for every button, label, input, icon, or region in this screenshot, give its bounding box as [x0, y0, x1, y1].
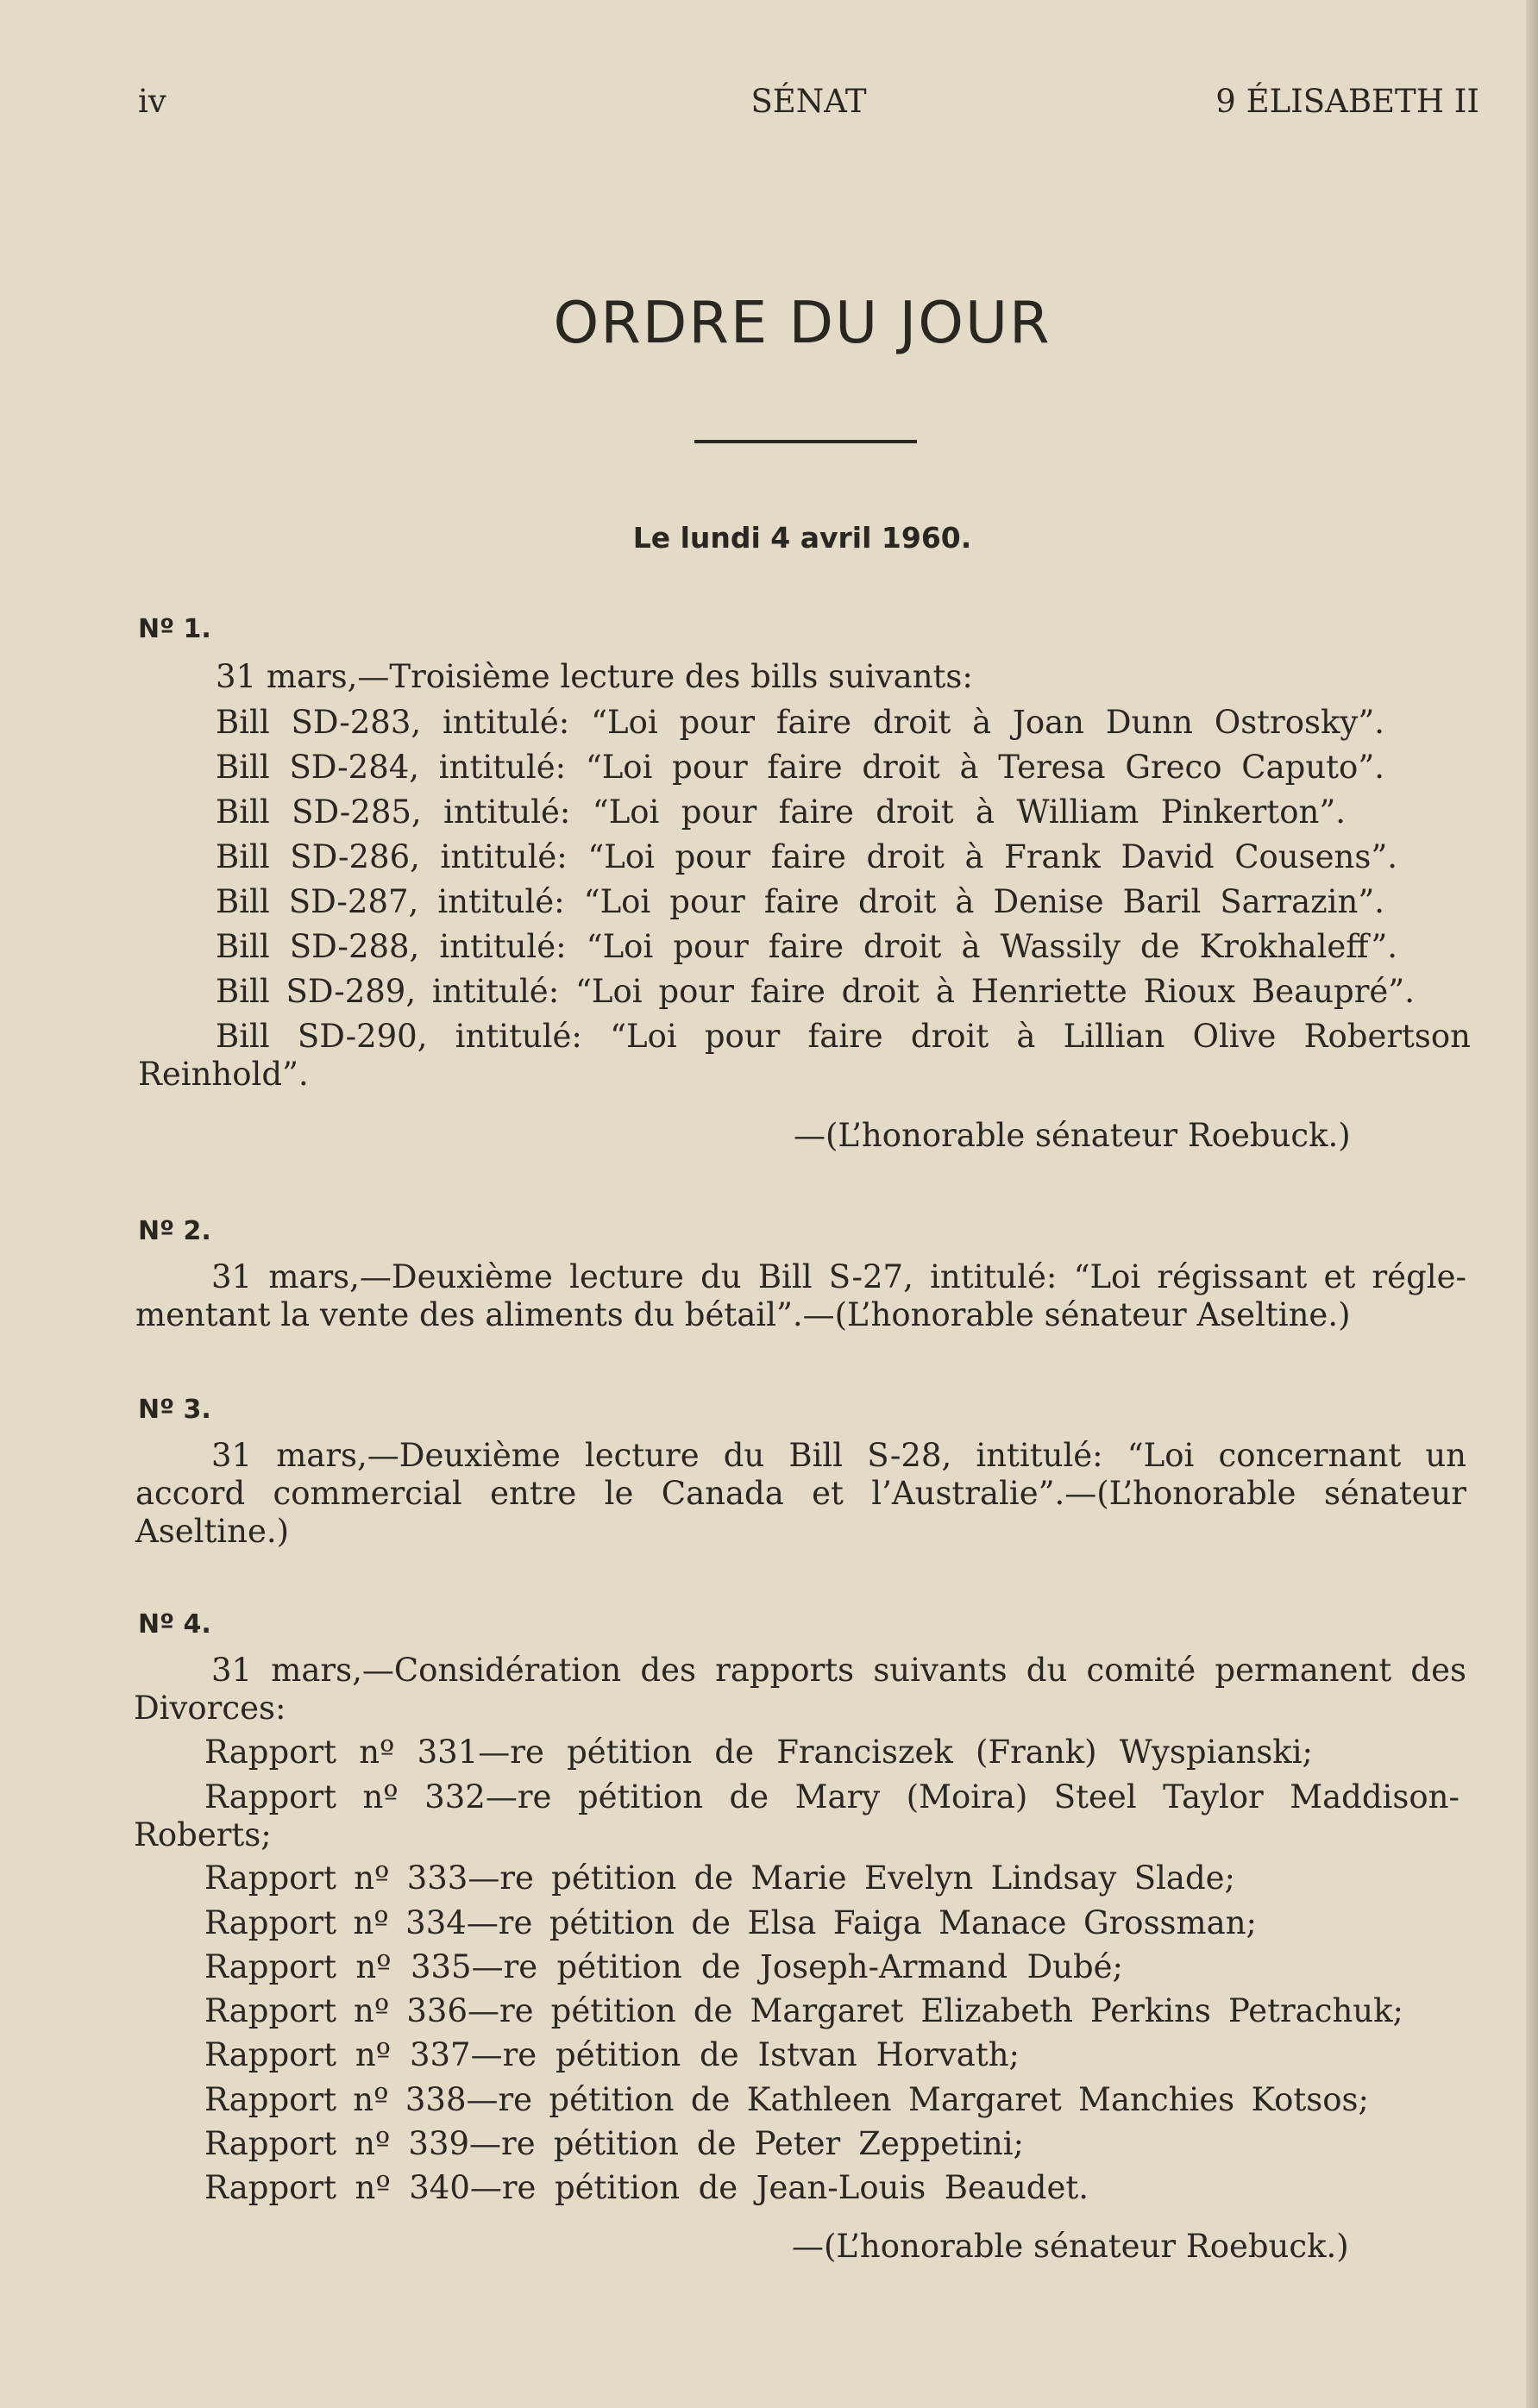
bill-line: Bill SD-290, intitulé: “Loi pour faire droit à Lillian Olive Robertson: [216, 1018, 1471, 1055]
attribution: —(L’honorable sénateur Roebuck.): [792, 2228, 1349, 2265]
bill-line: Bill SD-286, intitulé: “Loi pour faire droit à Frank David Cousens”.: [216, 838, 1397, 875]
bill-line: Bill SD-284, intitulé: “Loi pour faire droit à Teresa Greco Caputo”.: [216, 749, 1384, 786]
bill-line: Bill SD-288, intitulé: “Loi pour faire droit à Wassily de Krokhaleff”.: [216, 928, 1397, 965]
report-line: Rapport nº 339—re pétition de Peter Zeppetini;: [204, 2125, 1024, 2162]
item-number: Nº 2.: [138, 1216, 211, 1246]
item-number: Nº 1.: [138, 614, 211, 644]
header-regnal-year: 9 ÉLISABETH II: [1215, 83, 1479, 120]
bill-line-continuation: Reinhold”.: [138, 1056, 309, 1093]
bill-line: Bill SD-285, intitulé: “Loi pour faire droit à William Pinkerton”.: [216, 793, 1346, 831]
report-line: Rapport nº 332—re pétition de Mary (Moira) Steel Taylor Maddison-: [204, 1778, 1460, 1815]
report-line: Rapport nº 335—re pétition de Joseph-Armand Dubé;: [204, 1948, 1123, 1985]
report-line: Rapport nº 333—re pétition de Marie Evelyn Lindsay Slade;: [204, 1859, 1235, 1897]
page-number: iv: [138, 83, 166, 120]
item-text-line: 31 mars,—Deuxième lecture du Bill S-28, intitulé: “Loi concernant un: [211, 1437, 1466, 1474]
bill-line: Bill SD-287, intitulé: “Loi pour faire droit à Denise Baril Sarrazin”.: [216, 883, 1384, 920]
report-line-continuation: Roberts;: [134, 1816, 272, 1853]
report-line: Rapport nº 331—re pétition de Franciszek (Frank) Wyspianski;: [204, 1734, 1313, 1771]
page-title: ORDRE DU JOUR: [553, 289, 1051, 356]
item-intro: 31 mars,—Troisième lecture des bills suivants:: [216, 658, 973, 695]
item-text-line: mentant la vente des aliments du bétail”.—(L’honorable sénateur Aseltine.): [135, 1296, 1351, 1333]
item-intro: Divorces:: [134, 1690, 286, 1727]
item-number: Nº 3.: [138, 1395, 211, 1425]
item-text-line: accord commercial entre le Canada et l’Australie”.—(L’honorable sénateur: [135, 1475, 1466, 1512]
item-text-line: Aseltine.): [135, 1513, 290, 1550]
item-intro: 31 mars,—Considération des rapports suivants du comité permanent des: [211, 1652, 1466, 1689]
running-header: [138, 83, 1479, 126]
report-line: Rapport nº 340—re pétition de Jean-Louis Beaudet.: [204, 2169, 1089, 2206]
sitting-date: Le lundi 4 avril 1960.: [632, 521, 972, 555]
item-text-line: 31 mars,—Deuxième lecture du Bill S-27, intitulé: “Loi régissant et régle-: [211, 1258, 1466, 1295]
report-line: Rapport nº 337—re pétition de Istvan Horvath;: [204, 2036, 1020, 2073]
header-senat: SÉNAT: [750, 83, 867, 120]
item-number: Nº 4.: [138, 1609, 211, 1640]
title-rule: [694, 440, 917, 443]
report-line: Rapport nº 336—re pétition de Margaret Elizabeth Perkins Petrachuk;: [204, 1992, 1403, 2029]
report-line: Rapport nº 334—re pétition de Elsa Faiga Manace Grossman;: [204, 1904, 1257, 1941]
report-line: Rapport nº 338—re pétition de Kathleen Margaret Manchies Kotsos;: [204, 2081, 1369, 2118]
page-edge: [1526, 0, 1538, 2408]
bill-line: Bill SD-283, intitulé: “Loi pour faire droit à Joan Dunn Ostrosky”.: [216, 704, 1384, 741]
attribution: —(L’honorable sénateur Roebuck.): [794, 1117, 1351, 1154]
bill-line: Bill SD-289, intitulé: “Loi pour faire droit à Henriette Rioux Beaupré”.: [216, 973, 1415, 1010]
